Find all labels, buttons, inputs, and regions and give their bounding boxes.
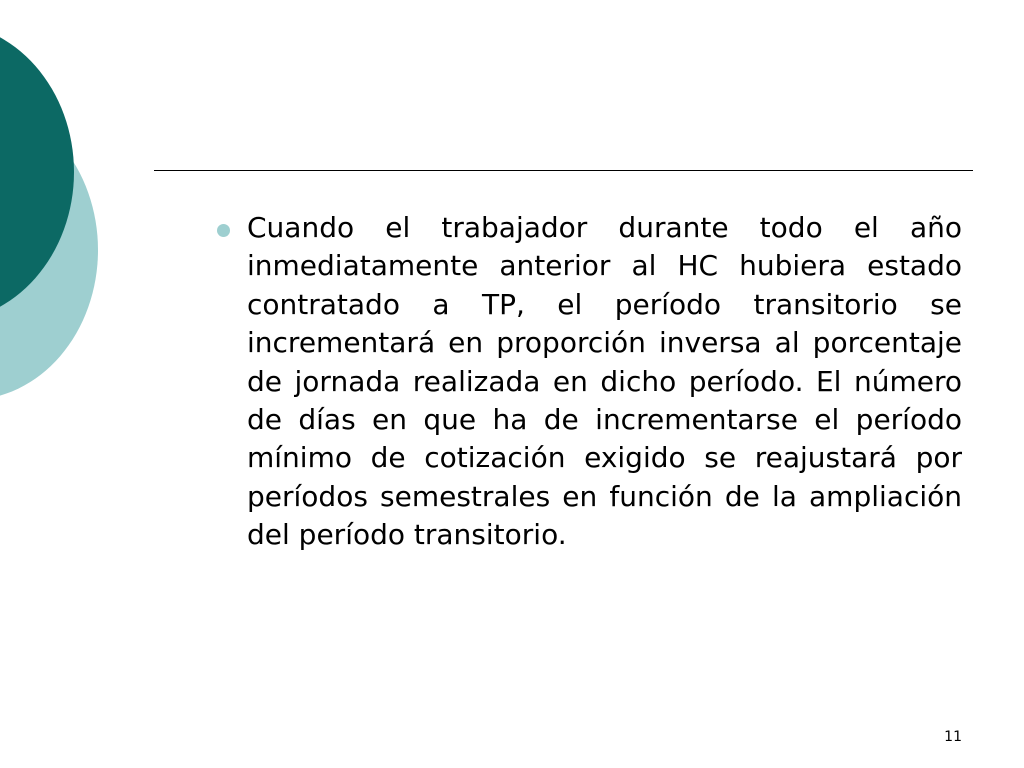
page-number: 11 bbox=[944, 729, 962, 745]
bullet-list bbox=[216, 209, 962, 555]
bullet-dot-icon bbox=[217, 224, 230, 237]
bullet-item bbox=[216, 209, 962, 555]
title-divider-line bbox=[154, 170, 973, 171]
bullet-text: Cuando el trabajador durante todo el año inmediatamente anterior al HC hubiera estado contratado a TP, el período transitorio se incrementará en proporción inversa al porcentaje de jornada realizada en dicho período. El número de días en que ha de incrementarse el período mínimo de cotización exigido se reajustará por períodos semestrales en función de la ampliación del período transitorio. bbox=[247, 211, 962, 552]
